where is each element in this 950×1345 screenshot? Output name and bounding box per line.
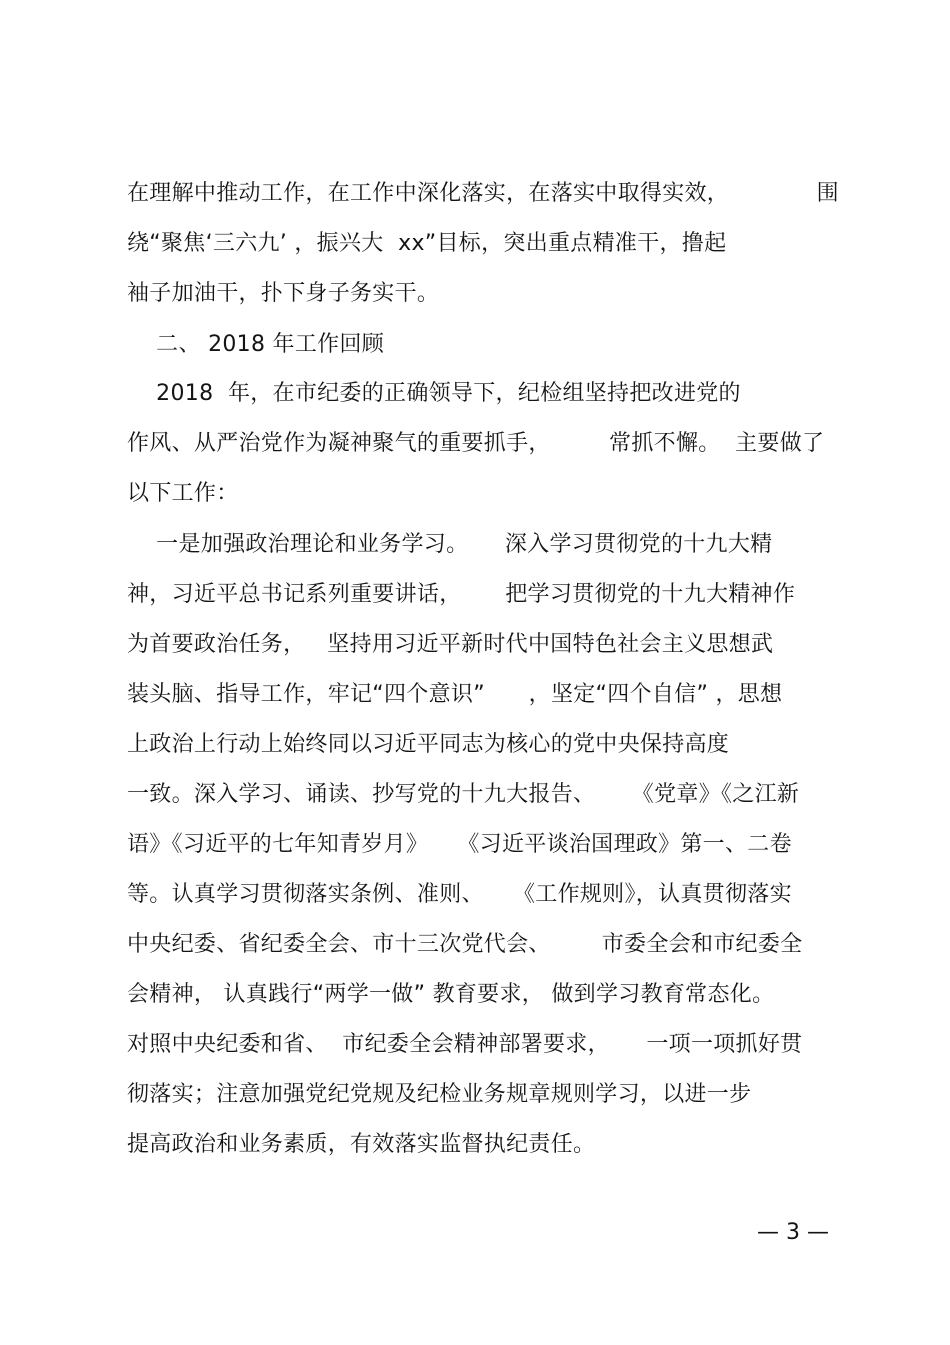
- body-text-line: 神，习近平总书记系列重要讲话， 把学习贯彻党的十九大精神作: [127, 582, 796, 607]
- body-text-line: 作风、从严治党作为凝神聚气的重要抓手， 常抓不懈。 主要做了: [127, 431, 825, 456]
- body-text-line: 为首要政治任务， 坚持用习近平新时代中国特色社会主义思想武: [127, 632, 774, 657]
- body-text-line: 绕“聚焦‘三六九’ ，振兴大 xx”目标，突出重点精准干，撸起: [127, 231, 727, 256]
- body-text-line: 一是加强政治理论和业务学习。 深入学习贯彻党的十九大精: [127, 532, 773, 557]
- body-text-line: 等。认真学习贯彻落实条例、准则、 《工作规则》，认真贯彻落实: [127, 882, 792, 907]
- body-text-line: 语》《习近平的七年知青岁月》 《习近平谈治国理政》第一、二卷: [127, 832, 792, 857]
- body-text-line: 彻落实；注意加强党纪党规及纪检业务规章规则学习，以进一步: [127, 1082, 752, 1107]
- body-text-line: 袖子加油干，扑下身子务实干。: [127, 281, 440, 306]
- body-text-line: 2018 年，在市纪委的正确领导下，纪检组坚持把改进党的: [127, 381, 741, 406]
- body-text-line: 上政治上行动上始终同以习近平同志为核心的党中央保持高度: [127, 732, 730, 757]
- page-number: — 3 —: [757, 1220, 829, 1245]
- body-text-line: 装头脑、指导工作，牢记“四个意识” ，坚定“四个自信” ，思想: [127, 682, 783, 707]
- body-text-line: 会精神， 认真践行“两学一做” 教育要求， 做到学习教育常态化。: [127, 982, 775, 1007]
- body-text-line: 提高政治和业务素质，有效落实监督执纪责任。: [127, 1132, 596, 1157]
- body-text-line: 对照中央纪委和省、 市纪委全会精神部署要求， 一项一项抓好贯: [127, 1032, 803, 1057]
- body-text-line: 一致。深入学习、诵读、抄写党的十九大报告、 《党章》《之江新: [127, 782, 800, 807]
- body-text-line: 以下工作：: [127, 481, 239, 506]
- body-text-line: 在理解中推动工作，在工作中深化落实，在落实中取得实效， 围: [127, 181, 839, 206]
- body-text-line: 中央纪委、省纪委全会、市十三次党代会、 市委全会和市纪委全: [127, 932, 803, 957]
- section-heading: 二、 2018 年工作回顾: [127, 332, 385, 357]
